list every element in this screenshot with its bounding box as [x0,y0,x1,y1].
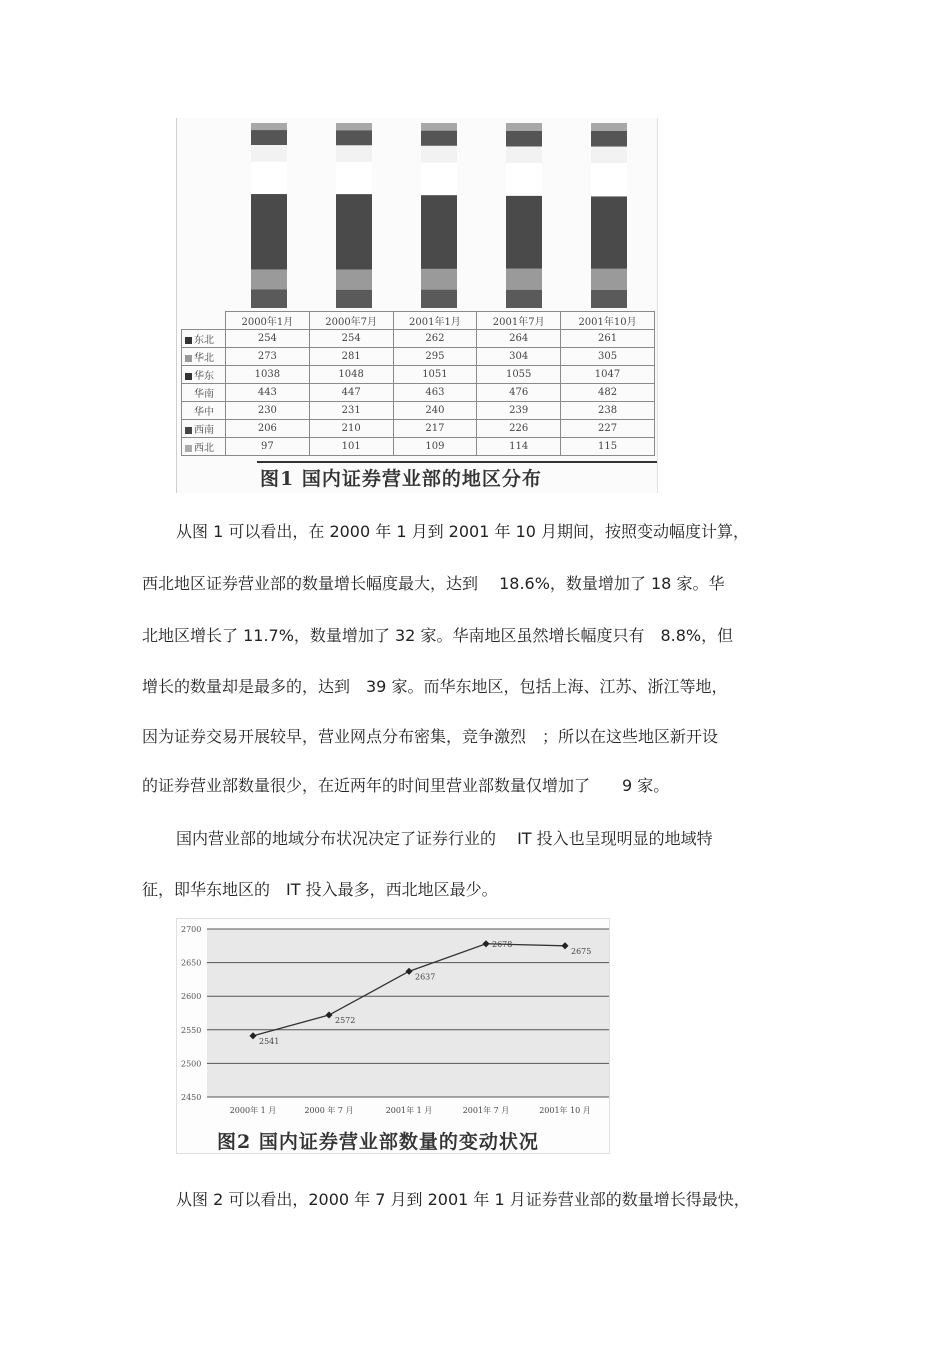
table-corner [182,312,226,330]
table-row [182,402,655,420]
bar-segment [421,146,457,163]
table-row [182,384,655,402]
y-tick-label: 2550 [181,1025,202,1035]
data-label: 2572 [335,1016,356,1026]
table-cell: 262 [393,330,477,348]
table-cell: 305 [561,348,655,366]
x-tick-label: 2001年 10 月 [539,1106,591,1115]
row-label-text: 西南 [194,425,214,436]
table-cell: 1048 [309,366,393,384]
bar-segment [251,130,287,145]
bar-segment [336,145,372,162]
bar-segment [336,123,372,130]
fig2-line-chart [177,919,609,1124]
bar-segment [591,123,627,131]
table-cell: 230 [226,402,310,420]
row-label-text: 华南 [194,389,214,400]
table-row [182,348,655,366]
table-cell: 226 [477,420,561,438]
table-cell: 210 [309,420,393,438]
table-cell: 231 [309,402,393,420]
table-cell: 264 [477,330,561,348]
y-tick-label: 2450 [181,1093,202,1102]
x-tick-label: 2000 年 7 月 [304,1106,354,1115]
fig1-data-table [181,311,655,456]
plot-area [207,929,609,1097]
y-tick-label: 2500 [181,1059,202,1069]
legend-swatch [185,337,192,344]
bar-segment [591,196,627,268]
table-cell: 447 [309,384,393,402]
row-label [182,348,226,366]
bar-segment [421,163,457,195]
paragraph-line: 征，即华东地区的 IT 投入最多，西北地区最少。 [142,880,498,899]
paragraph-line: 因为证券交易开展较早，营业网点分布密集，竞争激烈 ；所以在这些地区新开设 [142,727,719,746]
figure-2-caption: 图2 国内证券营业部数量的变动状况 [217,1131,539,1153]
bar-segment [506,146,542,163]
data-label: 2541 [259,1036,280,1046]
table-header: 2000年1月 [226,312,310,330]
data-label: 2678 [492,939,513,949]
legend-swatch [185,445,192,452]
bar-segment [421,123,457,131]
table-header: 2000年7月 [309,312,393,330]
row-label [182,330,226,348]
bar-segment [251,162,287,194]
table-cell: 463 [393,384,477,402]
table-cell: 281 [309,348,393,366]
table-row [182,366,655,384]
row-label [182,438,226,456]
table-cell: 261 [561,330,655,348]
table-cell: 443 [226,384,310,402]
y-tick-label: 2650 [181,958,202,968]
legend-swatch [185,373,192,380]
bar-segment [591,147,627,163]
x-tick-label: 2001年 1 月 [385,1106,433,1115]
legend-swatch [185,409,192,416]
bar-segment [336,194,372,269]
table-cell: 227 [561,420,655,438]
paragraph-line: 北地区增长了 11.7%，数量增加了 32 家。华南地区虽然增长幅度只有 8.8%，但 [142,626,734,645]
bar-segment [506,123,542,131]
row-label [182,402,226,420]
paragraph-line: 增长的数量却是最多的，达到 39 家。而华东地区，包括上海、江苏、浙江等地， [142,677,728,696]
y-tick-label: 2700 [181,925,202,934]
bar-segment [336,130,372,145]
paragraph-line: 从图 2 可以看出，2000 年 7 月到 2001 年 1 月证券营业部的数量增长得最快， [176,1190,750,1209]
bar-segment [251,194,287,270]
legend-swatch [185,355,192,362]
table-cell: 1047 [561,366,655,384]
table-cell: 101 [309,438,393,456]
table-cell: 114 [477,438,561,456]
table-cell: 295 [393,348,477,366]
table-cell: 1051 [393,366,477,384]
table-cell: 254 [226,330,310,348]
paragraph-line: 从图 1 可以看出，在 2000 年 1 月到 2001 年 10 月期间，按照变动幅度计算， [176,522,750,541]
table-cell: 239 [477,402,561,420]
bar-segment [591,290,627,308]
figure-1-caption: 图1 国内证券营业部的地区分布 [260,468,542,490]
bar-segment [421,290,457,308]
x-tick-label: 2001年 7 月 [462,1106,510,1115]
table-cell: 273 [226,348,310,366]
paragraph-line: 西北地区证券营业部的数量增长幅度最大，达到 18.6%，数量增加了 18 家。华 [142,574,725,593]
y-tick-label: 2600 [181,992,202,1002]
bar-segment [506,163,542,196]
row-label [182,384,226,402]
fig1-stacked-bars [177,118,657,313]
data-label: 2675 [571,946,592,956]
caption-rule [257,461,657,463]
table-row [182,438,655,456]
bar-segment [336,270,372,290]
table-header: 2001年7月 [477,312,561,330]
row-label-text: 西北 [194,443,214,454]
row-label-text: 东北 [194,335,214,346]
table-cell: 1055 [477,366,561,384]
bar-segment [336,162,372,194]
table-header: 2001年10月 [561,312,655,330]
table-row [182,420,655,438]
figure-2 [176,918,610,1154]
bar-segment [421,195,457,269]
row-label [182,366,226,384]
table-cell: 1038 [226,366,310,384]
bar-segment [421,269,457,290]
bar-segment [251,123,287,130]
paragraph-line: 的证券营业部数量很少，在近两年的时间里营业部数量仅增加了 9 家。 [142,776,670,795]
bar-segment [506,269,542,290]
table-cell: 109 [393,438,477,456]
bar-segment [421,131,457,146]
bar-segment [591,269,627,290]
table-cell: 476 [477,384,561,402]
figure-1 [176,118,658,493]
row-label-text: 华北 [194,353,214,364]
bar-segment [591,163,627,196]
table-header: 2001年1月 [393,312,477,330]
table-header-row [182,312,655,330]
bar-segment [336,290,372,308]
row-label-text: 华中 [194,407,214,418]
legend-swatch [185,427,192,434]
bar-segment [506,290,542,308]
table-cell: 304 [477,348,561,366]
bar-segment [506,196,542,269]
paragraph-line: 国内营业部的地域分布状况决定了证券行业的 IT 投入也呈现明显的地域特 [176,829,713,848]
table-cell: 254 [309,330,393,348]
table-cell: 240 [393,402,477,420]
bar-segment [591,131,627,147]
data-label: 2637 [415,972,436,982]
table-cell: 217 [393,420,477,438]
table-cell: 97 [226,438,310,456]
table-cell: 482 [561,384,655,402]
bar-segment [251,270,287,290]
row-label-text: 华东 [194,371,214,382]
table-cell: 206 [226,420,310,438]
legend-swatch [185,391,192,398]
bar-segment [251,145,287,162]
bar-segment [506,131,542,147]
x-tick-label: 2000年 1 月 [229,1106,277,1115]
table-cell: 115 [561,438,655,456]
bar-segment [251,290,287,308]
table-cell: 238 [561,402,655,420]
row-label [182,420,226,438]
table-row [182,330,655,348]
